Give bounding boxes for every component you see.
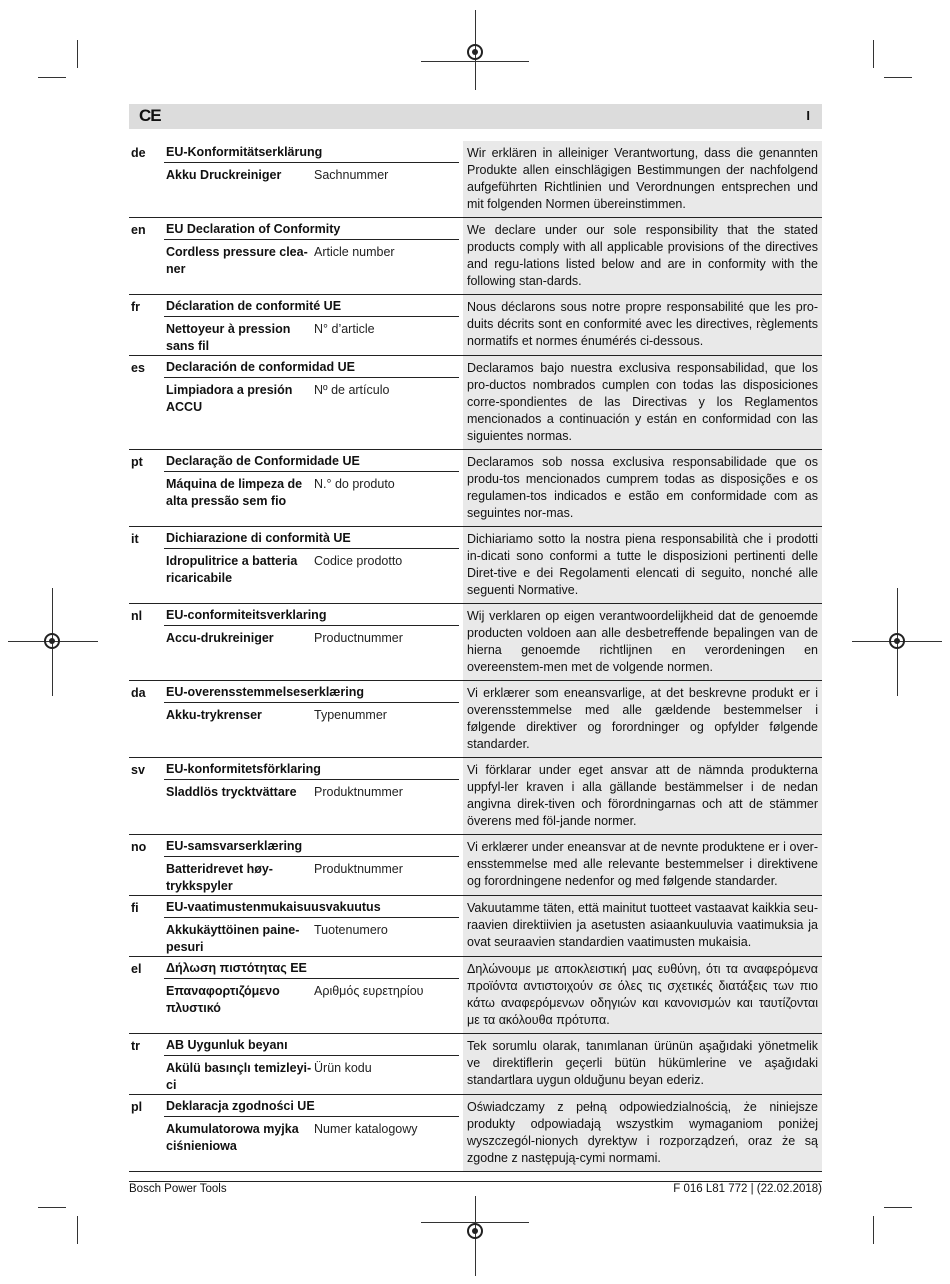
product-name: Limpiadora a presión ACCU — [166, 383, 293, 414]
declaration-row — [129, 681, 822, 758]
product-line — [164, 163, 460, 184]
language-code: de — [131, 146, 146, 160]
product-line — [164, 780, 460, 801]
declaration-text: Nous déclarons sous notre propre responsabilité que les pro-duits décrits sont en conformité avec les directives, règlements normatifs et normes énumérés ci-dessous. — [463, 295, 822, 355]
declaration-row — [129, 957, 822, 1034]
declaration-heading-cell — [164, 835, 460, 895]
declaration-text: Vakuutamme täten, että mainitut tuotteet vastaavat kaikkia seu-raavien direktiivien ja asetusten asiaankuuluvia vaatimuksia ja ovat seuraavien standardien vaatimusten mukaisia. — [463, 896, 822, 956]
declaration-text: Oświadczamy z pełną odpowiedzialnością, że niniejsze produkty odpowiadają wszystkim wymaganiom poniżej wyszczegól-nionych dyrektyw i rozporządzeń, oraz że są zgodne z następują-cymi normami. — [463, 1095, 822, 1171]
declaration-row — [129, 450, 822, 527]
declaration-title: Deklaracja zgodności UE — [164, 1095, 459, 1117]
product-line — [164, 918, 460, 956]
declaration-text: Dichiariamo sotto la nostra piena responsabilità che i prodotti in-dicati sono conformi a tutte le disposizioni pertinenti delle Diret-tive e dei Regolamenti elencati di seguito, nonché alle seguenti Normative. — [463, 527, 822, 603]
product-name: Akumulatorowa myjka ciśnieniowa — [166, 1122, 299, 1153]
declaration-text: Vi förklarar under eget ansvar att de nämnda produkterna uppfyl-ler kraven i alla gällande bestämmelser i de nedan angivna direk-tiven och förordningarnas och att de stämmer överens med föl-jande normer. — [463, 758, 822, 834]
product-number-label: Nº de artículo — [314, 383, 390, 397]
declaration-text: Vi erklærer under eneansvar at de nevnte produktene er i over-ensstemmelse med alle relevante bestemmelser i direktivene og forordningene nedenfor og med følgende standarder. — [463, 835, 822, 895]
declaration-title: AB Uygunluk beyanı — [164, 1034, 459, 1056]
product-name: Nettoyeur à pression sans fil — [166, 322, 291, 353]
product-number-label: Produktnummer — [314, 785, 403, 799]
footer-divider — [129, 1181, 822, 1182]
language-code: fr — [131, 300, 141, 314]
product-name: Akku Druckreiniger — [166, 168, 282, 182]
language-code: it — [131, 532, 139, 546]
registration-mark-bottom-icon — [467, 1223, 483, 1239]
declaration-heading-cell — [164, 604, 460, 680]
language-code: es — [131, 361, 145, 375]
product-number-label: Numer katalogowy — [314, 1122, 418, 1136]
declaration-heading-cell — [164, 356, 460, 449]
declaration-text: Declaramos bajo nuestra exclusiva responsabilidad, que los pro-ductos nombrados cumplen con todas las disposiciones corre-spondientes de las Directivas y los Reglamentos mencionados a continuación y están en conformidad con las siguientes normas. — [463, 356, 822, 449]
declaration-text: Vi erklærer som eneansvarlige, at det beskrevne produkt er i overensstemmelse med alle gældende bestemmelser i følgende direktiver og forordninger og opfylder følgende standarder. — [463, 681, 822, 757]
declaration-title: EU Declaration of Conformity — [164, 218, 459, 240]
declaration-title: Dichiarazione di conformità UE — [164, 527, 459, 549]
declaration-table — [129, 141, 822, 1172]
crop-mark-bottom-left-h — [38, 1207, 66, 1208]
product-name: Akku-trykrenser — [166, 708, 262, 722]
product-number-label: Αριθμός ευρετηρίου — [314, 984, 424, 998]
declaration-row — [129, 835, 822, 896]
footer-doc-number: F 016 L81 772 | (22.02.2018) — [673, 1183, 822, 1195]
declaration-title: EU-Konformitätserklärung — [164, 141, 459, 163]
product-line — [164, 979, 460, 1017]
declaration-heading-cell — [164, 681, 460, 757]
language-code: pl — [131, 1100, 143, 1114]
declaration-heading-cell — [164, 1034, 460, 1094]
page-label: I — [806, 108, 810, 123]
registration-mark-top-line-h — [421, 61, 529, 62]
product-line — [164, 549, 460, 587]
product-line — [164, 472, 460, 510]
declaration-title: Déclaration de conformité UE — [164, 295, 459, 317]
product-number-label: N.° do produto — [314, 477, 395, 491]
language-code: sv — [131, 763, 145, 777]
declaration-title: Declaración de conformidad UE — [164, 356, 459, 378]
declaration-heading-cell — [164, 758, 460, 834]
product-name: Accu-drukreiniger — [166, 631, 274, 645]
language-code: nl — [131, 609, 143, 623]
product-line — [164, 240, 460, 278]
product-number-label: Productnummer — [314, 631, 403, 645]
declaration-text: Wij verklaren op eigen verantwoordelijkheid dat de genoemde producten voldoen aan alle desbetreffende bepalingen van de hierna genoemde richtlijnen en verordeningen en overeenstem-men met de volgende normen. — [463, 604, 822, 680]
product-line — [164, 626, 460, 647]
declaration-row — [129, 604, 822, 681]
declaration-heading-cell — [164, 527, 460, 603]
declaration-text: Wir erklären in alleiniger Verantwortung, dass die genannten Produkte allen einschlägigen Bestimmungen der nachfolgend aufgeführten Richtlinien und Verordnungen entsprechen und mit folgenden Normen übereinstimmen. — [463, 141, 822, 217]
product-name: Sladdlös trycktvättare — [166, 785, 297, 799]
declaration-row — [129, 896, 822, 957]
declaration-text: Δηλώνουμε με αποκλειστική μας ευθύνη, ότι τα αναφερόμενα προϊόντα αντιστοιχούν σε όλες τις σχετικές διατάξεις των πιο κάτω αναφερόμενων οδηγιών και κανονισμών και ταυτίζονται με τα ακόλουθα πρότυπα. — [463, 957, 822, 1033]
declaration-text: Declaramos sob nossa exclusiva responsabilidade que os produ-tos mencionados cumprem todas as disposições e os regulamen-tos indicados e estão em conformidade com as seguintes nor-mas. — [463, 450, 822, 526]
product-number-label: Sachnummer — [314, 168, 389, 182]
declaration-title: Declaração de Conformidade UE — [164, 450, 459, 472]
declaration-row — [129, 141, 822, 218]
product-line — [164, 378, 460, 416]
crop-mark-top-right-h — [884, 77, 912, 78]
product-name: Επαναφορτιζόμενο πλυστικό — [166, 984, 280, 1015]
product-name: Cordless pressure clea-ner — [166, 245, 308, 276]
crop-mark-bottom-right-h — [884, 1207, 912, 1208]
product-name: Idropulitrice a batteria ricaricabile — [166, 554, 298, 585]
declaration-heading-cell — [164, 295, 460, 355]
product-name: Batteridrevet høy-trykkspyler — [166, 862, 273, 893]
product-number-label: Ürün kodu — [314, 1061, 372, 1075]
language-code: en — [131, 223, 146, 237]
declaration-row — [129, 295, 822, 356]
product-number-label: Typenummer — [314, 708, 387, 722]
footer-brand: Bosch Power Tools — [129, 1183, 227, 1195]
product-line — [164, 703, 460, 724]
product-number-label: Produktnummer — [314, 862, 403, 876]
product-number-label: Codice prodotto — [314, 554, 403, 568]
crop-mark-top-right-v — [873, 40, 874, 68]
language-code: tr — [131, 1039, 141, 1053]
header-bar — [129, 104, 822, 129]
declaration-row — [129, 758, 822, 835]
declaration-text: Tek sorumlu olarak, tanımlanan ürünün aşağıdaki yönetmelik ve direktiflerin geçerli bütün hükümlerine ve aşağıdaki standartlara uygun olduğunu beyan ederiz. — [463, 1034, 822, 1094]
product-line — [164, 1117, 460, 1155]
product-name: Máquina de limpeza de alta pressão sem fio — [166, 477, 303, 508]
crop-mark-top-left-h — [38, 77, 66, 78]
language-code: el — [131, 962, 142, 976]
declaration-heading-cell — [164, 141, 460, 217]
declaration-text: We declare under our sole responsibility that the stated products comply with all applicable provisions of the directives and regu-lations listed below and are in conformity with the following stan-dards. — [463, 218, 822, 294]
product-name: Akkukäyttöinen paine-pesuri — [166, 923, 300, 954]
declaration-heading-cell — [164, 957, 460, 1033]
declaration-title: EU-overensstemmelseserklæring — [164, 681, 459, 703]
ce-mark: CE — [139, 106, 161, 125]
language-code: pt — [131, 455, 143, 469]
product-number-label: Article number — [314, 245, 395, 259]
declaration-heading-cell — [164, 1095, 460, 1171]
declaration-row — [129, 527, 822, 604]
declaration-title: EU-samsvarserklæring — [164, 835, 459, 857]
declaration-heading-cell — [164, 218, 460, 294]
language-code: da — [131, 686, 146, 700]
declaration-heading-cell — [164, 896, 460, 956]
registration-mark-right-icon — [889, 633, 905, 649]
declaration-row — [129, 218, 822, 295]
crop-mark-top-left-v — [77, 40, 78, 68]
declaration-title: EU-vaatimustenmukaisuusvakuutus — [164, 896, 459, 918]
product-line — [164, 1056, 460, 1094]
declaration-heading-cell — [164, 450, 460, 526]
declaration-title: EU-konformitetsförklaring — [164, 758, 459, 780]
product-line — [164, 317, 460, 355]
registration-mark-top-icon — [467, 44, 483, 60]
declaration-title: EU-conformiteitsverklaring — [164, 604, 459, 626]
registration-mark-left-icon — [44, 633, 60, 649]
language-code: no — [131, 840, 147, 854]
declaration-title: Δήλωση πιστότητας ΕΕ — [164, 957, 459, 979]
product-line — [164, 857, 460, 895]
crop-mark-bottom-left-v — [77, 1216, 78, 1244]
product-name: Akülü basınçlı temizleyi-ci — [166, 1061, 312, 1092]
declaration-row — [129, 1034, 822, 1095]
declaration-row — [129, 356, 822, 450]
language-code: fi — [131, 901, 139, 915]
product-number-label: N° d’article — [314, 322, 375, 336]
declaration-row — [129, 1095, 822, 1172]
product-number-label: Tuotenumero — [314, 923, 388, 937]
crop-mark-bottom-right-v — [873, 1216, 874, 1244]
